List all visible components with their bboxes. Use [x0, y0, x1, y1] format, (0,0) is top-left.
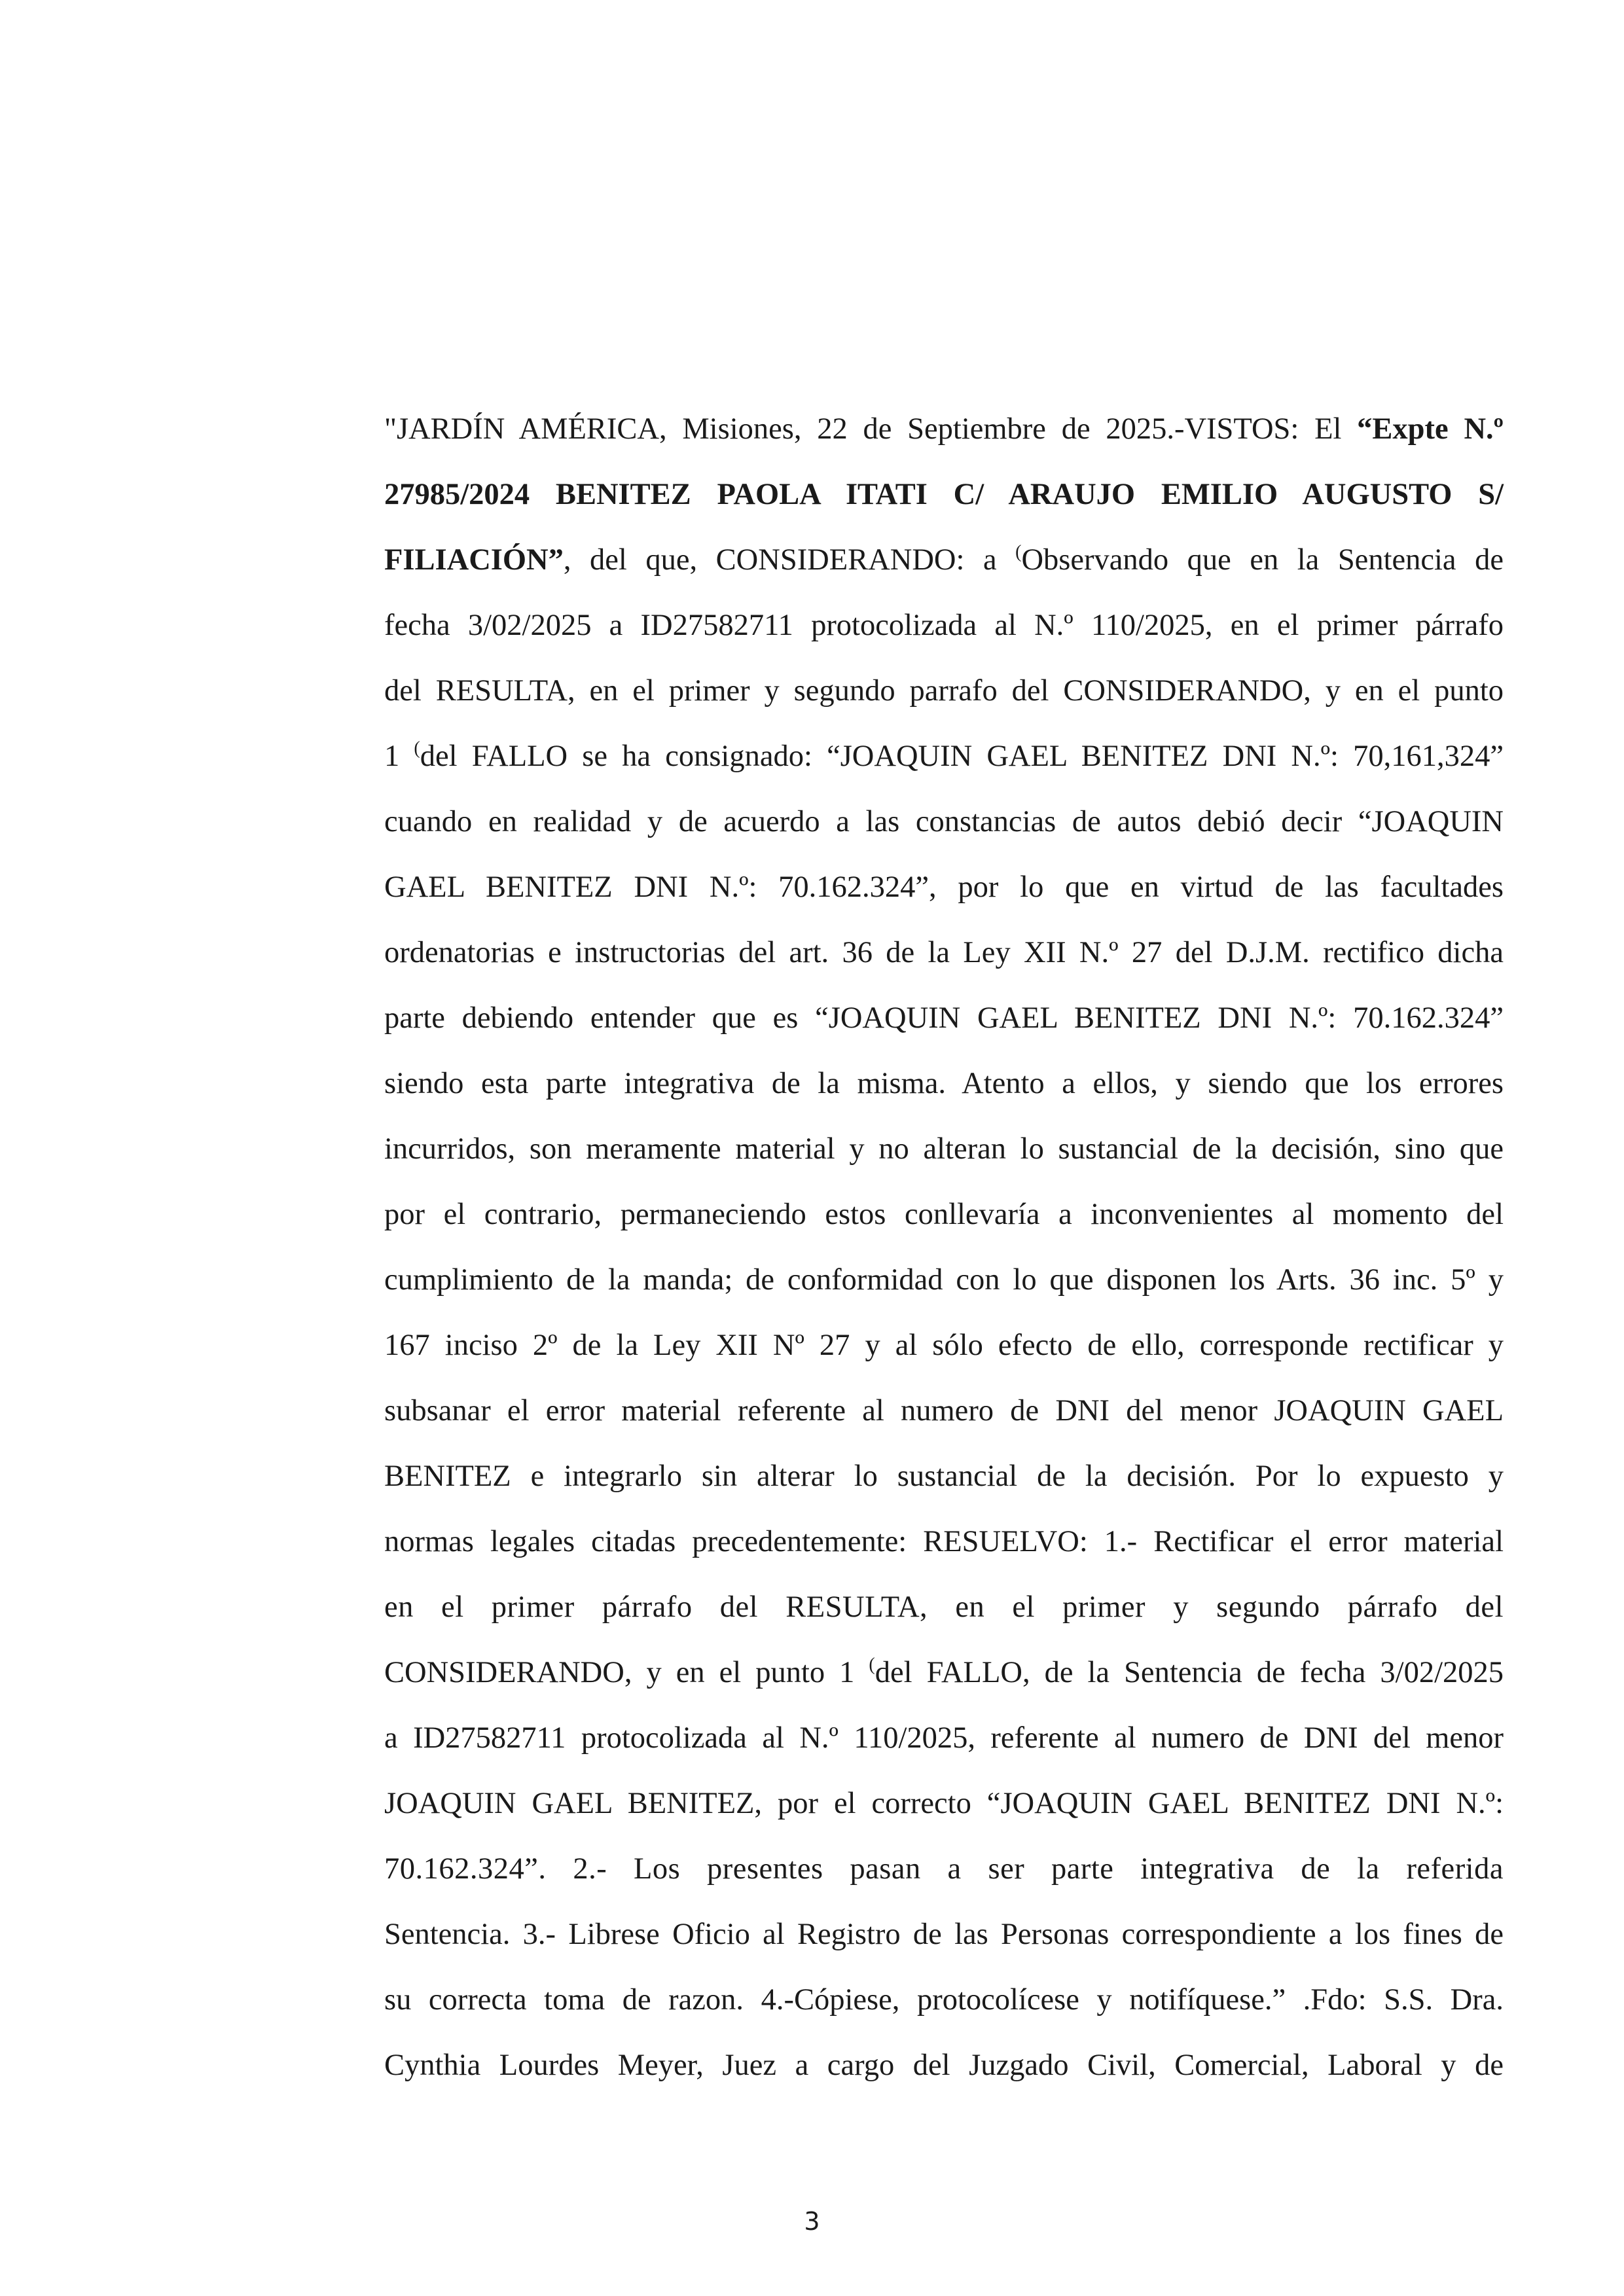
text-line — [384, 1640, 1504, 1706]
line-text: del FALLO, de la Sentencia de fecha 3/02/2025 — [875, 1656, 1504, 1689]
text-line — [384, 1182, 1504, 1247]
line-text: JOAQUIN GAEL BENITEZ, por el correcto “JOAQUIN GAEL BENITEZ DNI N.º: — [384, 1787, 1504, 1820]
text-line — [384, 789, 1504, 855]
line-text: Sentencia. 3.- Librese Oficio al Registro de las Personas correspondiente a los fines de — [384, 1918, 1504, 1951]
line-text: , del que, CONSIDERANDO: a — [563, 543, 1016, 577]
line-text: siendo esta parte integrativa de la misma. Atento a ellos, y siendo que los errores — [384, 1067, 1504, 1100]
text-line — [384, 1902, 1504, 1967]
superscript-mark: ( — [1015, 542, 1022, 562]
line-text: incurridos, son meramente material y no alteran lo sustancial de la decisión, sino que — [384, 1132, 1504, 1166]
line-text: "JARDÍN AMÉRICA, Misiones, 22 de Septiembre de 2025.-VISTOS: El — [384, 412, 1358, 446]
line-text: Cynthia Lourdes Meyer, Juez a cargo del Juzgado Civil, Comercial, Laboral y de — [384, 2049, 1504, 2082]
line-text: ordenatorias e instructorias del art. 36 de la Ley XII N.º 27 del D.J.M. rectifico dicha — [384, 936, 1504, 969]
text-line — [384, 1967, 1504, 2033]
text-line — [384, 462, 1504, 528]
line-text: parte debiendo entender que es “JOAQUIN GAEL BENITEZ DNI N.º: 70.162.324” — [384, 1001, 1504, 1035]
document-body — [384, 397, 1504, 2098]
line-text: CONSIDERANDO, y en el punto 1 — [384, 1656, 869, 1689]
line-text: BENITEZ e integrarlo sin alterar lo sustancial de la decisión. Por lo expuesto y — [384, 1460, 1504, 1493]
text-line — [384, 1837, 1504, 1902]
text-line — [384, 986, 1504, 1051]
line-text: a ID27582711 protocolizada al N.º 110/2025, referente al numero de DNI del menor — [384, 1721, 1504, 1755]
line-text: 167 inciso 2º de la Ley XII Nº 27 y al sólo efecto de ello, corresponde rectificar y — [384, 1329, 1504, 1362]
case-title-bold: “Expte N.º — [1357, 412, 1504, 446]
line-text: 1 — [384, 740, 414, 773]
text-line — [384, 397, 1504, 462]
text-line — [384, 1247, 1504, 1313]
line-text: en el primer párrafo del RESULTA, en el primer y segundo párrafo del — [384, 1590, 1504, 1624]
line-text: Observando que en la Sentencia de — [1021, 543, 1504, 577]
case-title-bold: FILIACIÓN” — [384, 543, 564, 577]
line-text: cumplimiento de la manda; de conformidad con lo que disponen los Arts. 36 inc. 5º y — [384, 1263, 1504, 1297]
text-line — [384, 855, 1504, 920]
text-line — [384, 1509, 1504, 1575]
superscript-mark: ( — [869, 1655, 875, 1675]
text-line — [384, 724, 1504, 789]
line-text: por el contrario, permaneciendo estos conllevaría a inconvenientes al momento del — [384, 1198, 1504, 1231]
text-line — [384, 1051, 1504, 1117]
text-line — [384, 920, 1504, 986]
line-text: del FALLO se ha consignado: “JOAQUIN GAEL BENITEZ DNI N.º: 70,161,324” — [420, 740, 1504, 773]
text-line — [384, 1575, 1504, 1640]
superscript-mark: ( — [414, 738, 420, 759]
page-number: 3 — [804, 2207, 820, 2236]
text-line — [384, 593, 1504, 658]
line-text: fecha 3/02/2025 a ID27582711 protocolizada al N.º 110/2025, en el primer párrafo — [384, 609, 1504, 642]
line-text: cuando en realidad y de acuerdo a las constancias de autos debió decir “JOAQUIN — [384, 805, 1504, 838]
text-line — [384, 1313, 1504, 1378]
text-line — [384, 1117, 1504, 1182]
text-line — [384, 658, 1504, 724]
case-title-bold: 27985/2024 BENITEZ PAOLA ITATI C/ ARAUJO EMILIO AUGUSTO S/ — [384, 478, 1504, 511]
line-text: GAEL BENITEZ DNI N.º: 70.162.324”, por lo que en virtud de las facultades — [384, 870, 1504, 904]
text-line — [384, 1706, 1504, 1771]
line-text: del RESULTA, en el primer y segundo parrafo del CONSIDERANDO, y en el punto — [384, 674, 1504, 708]
text-line — [384, 528, 1504, 593]
text-line — [384, 1771, 1504, 1837]
line-text: 70.162.324”. 2.- Los presentes pasan a ser parte integrativa de la referida — [384, 1852, 1504, 1886]
line-text: subsanar el error material referente al numero de DNI del menor JOAQUIN GAEL — [384, 1394, 1504, 1427]
text-line — [384, 1444, 1504, 1509]
text-line — [384, 2033, 1504, 2098]
text-line — [384, 1378, 1504, 1444]
line-text: normas legales citadas precedentemente: RESUELVO: 1.- Rectificar el error material — [384, 1525, 1504, 1558]
line-text: su correcta toma de razon. 4.-Cópiese, protocolícese y notifíquese.” .Fdo: S.S. Dra. — [384, 1983, 1504, 2017]
